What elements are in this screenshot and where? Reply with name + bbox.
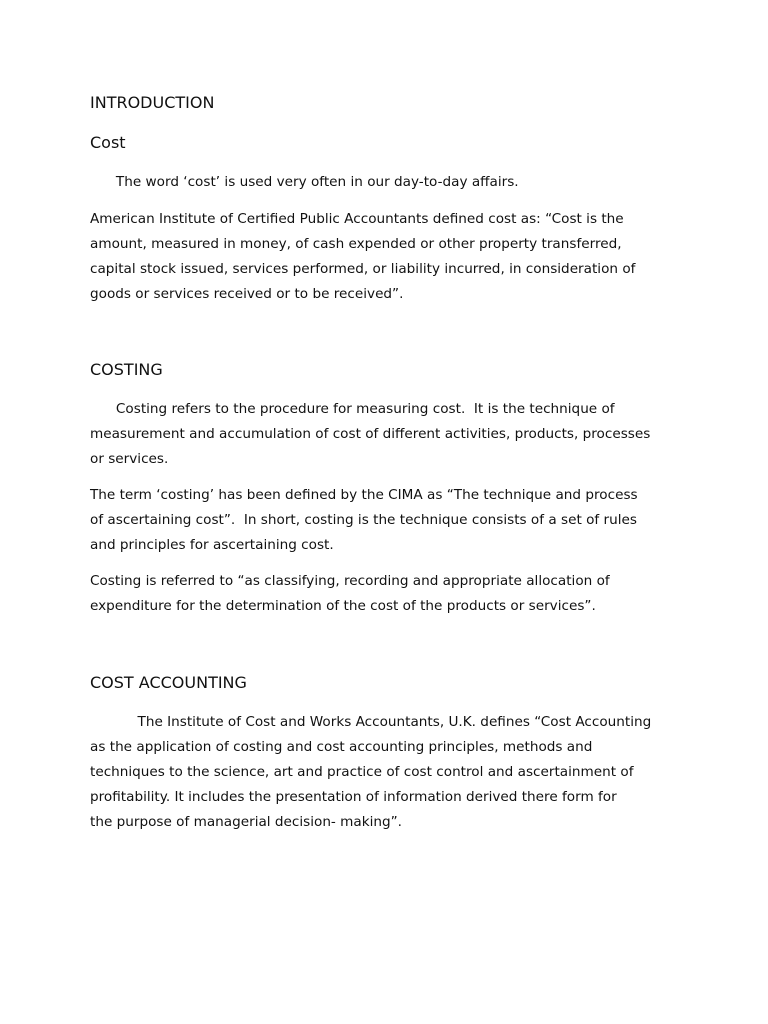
heading-costing: COSTING — [90, 360, 163, 379]
paragraph-costing-procedure — [90, 397, 650, 472]
paragraph-line: Costing is referred to “as classifying, recording and appropriate allocation of — [90, 573, 610, 589]
paragraph-line: and principles for ascertaining cost. — [90, 537, 334, 553]
paragraph-cost-definition — [90, 207, 635, 307]
paragraph-line: amount, measured in money, of cash expended or other property transferred, — [90, 236, 622, 252]
heading-introduction: INTRODUCTION — [90, 93, 215, 112]
paragraph-line: The Institute of Cost and Works Accountants, U.K. defines “Cost Accounting — [90, 714, 652, 730]
paragraph-line: The word ‘cost’ is used very often in our day-to-day affairs. — [90, 174, 519, 190]
paragraph-line: measurement and accumulation of cost of different activities, products, processes — [90, 426, 651, 442]
paragraph-line: profitability. It includes the presentation of information derived there form for — [90, 789, 617, 805]
paragraph-cost-intro — [90, 170, 519, 195]
paragraph-line: goods or services received or to be received”. — [90, 286, 404, 302]
paragraph-costing-cima — [90, 483, 638, 558]
paragraph-cost-accounting-definition — [90, 710, 651, 835]
paragraph-costing-referred — [90, 569, 610, 619]
paragraph-line: the purpose of managerial decision- making”. — [90, 814, 402, 830]
paragraph-line: The term ‘costing’ has been defined by the CIMA as “The technique and process — [90, 487, 638, 503]
paragraph-line: Costing refers to the procedure for measuring cost. It is the technique of — [90, 401, 615, 417]
paragraph-line: of ascertaining cost”. In short, costing is the technique consists of a set of rules — [90, 512, 637, 528]
paragraph-line: or services. — [90, 451, 169, 467]
paragraph-line: as the application of costing and cost accounting principles, methods and — [90, 739, 593, 755]
paragraph-line: American Institute of Certified Public Accountants defined cost as: “Cost is the — [90, 211, 624, 227]
heading-cost: Cost — [90, 133, 126, 152]
paragraph-line: capital stock issued, services performed, or liability incurred, in consideration of — [90, 261, 636, 277]
heading-cost-accounting: COST ACCOUNTING — [90, 673, 247, 692]
paragraph-line: expenditure for the determination of the cost of the products or services”. — [90, 598, 596, 614]
paragraph-line: techniques to the science, art and practice of cost control and ascertainment of — [90, 764, 634, 780]
